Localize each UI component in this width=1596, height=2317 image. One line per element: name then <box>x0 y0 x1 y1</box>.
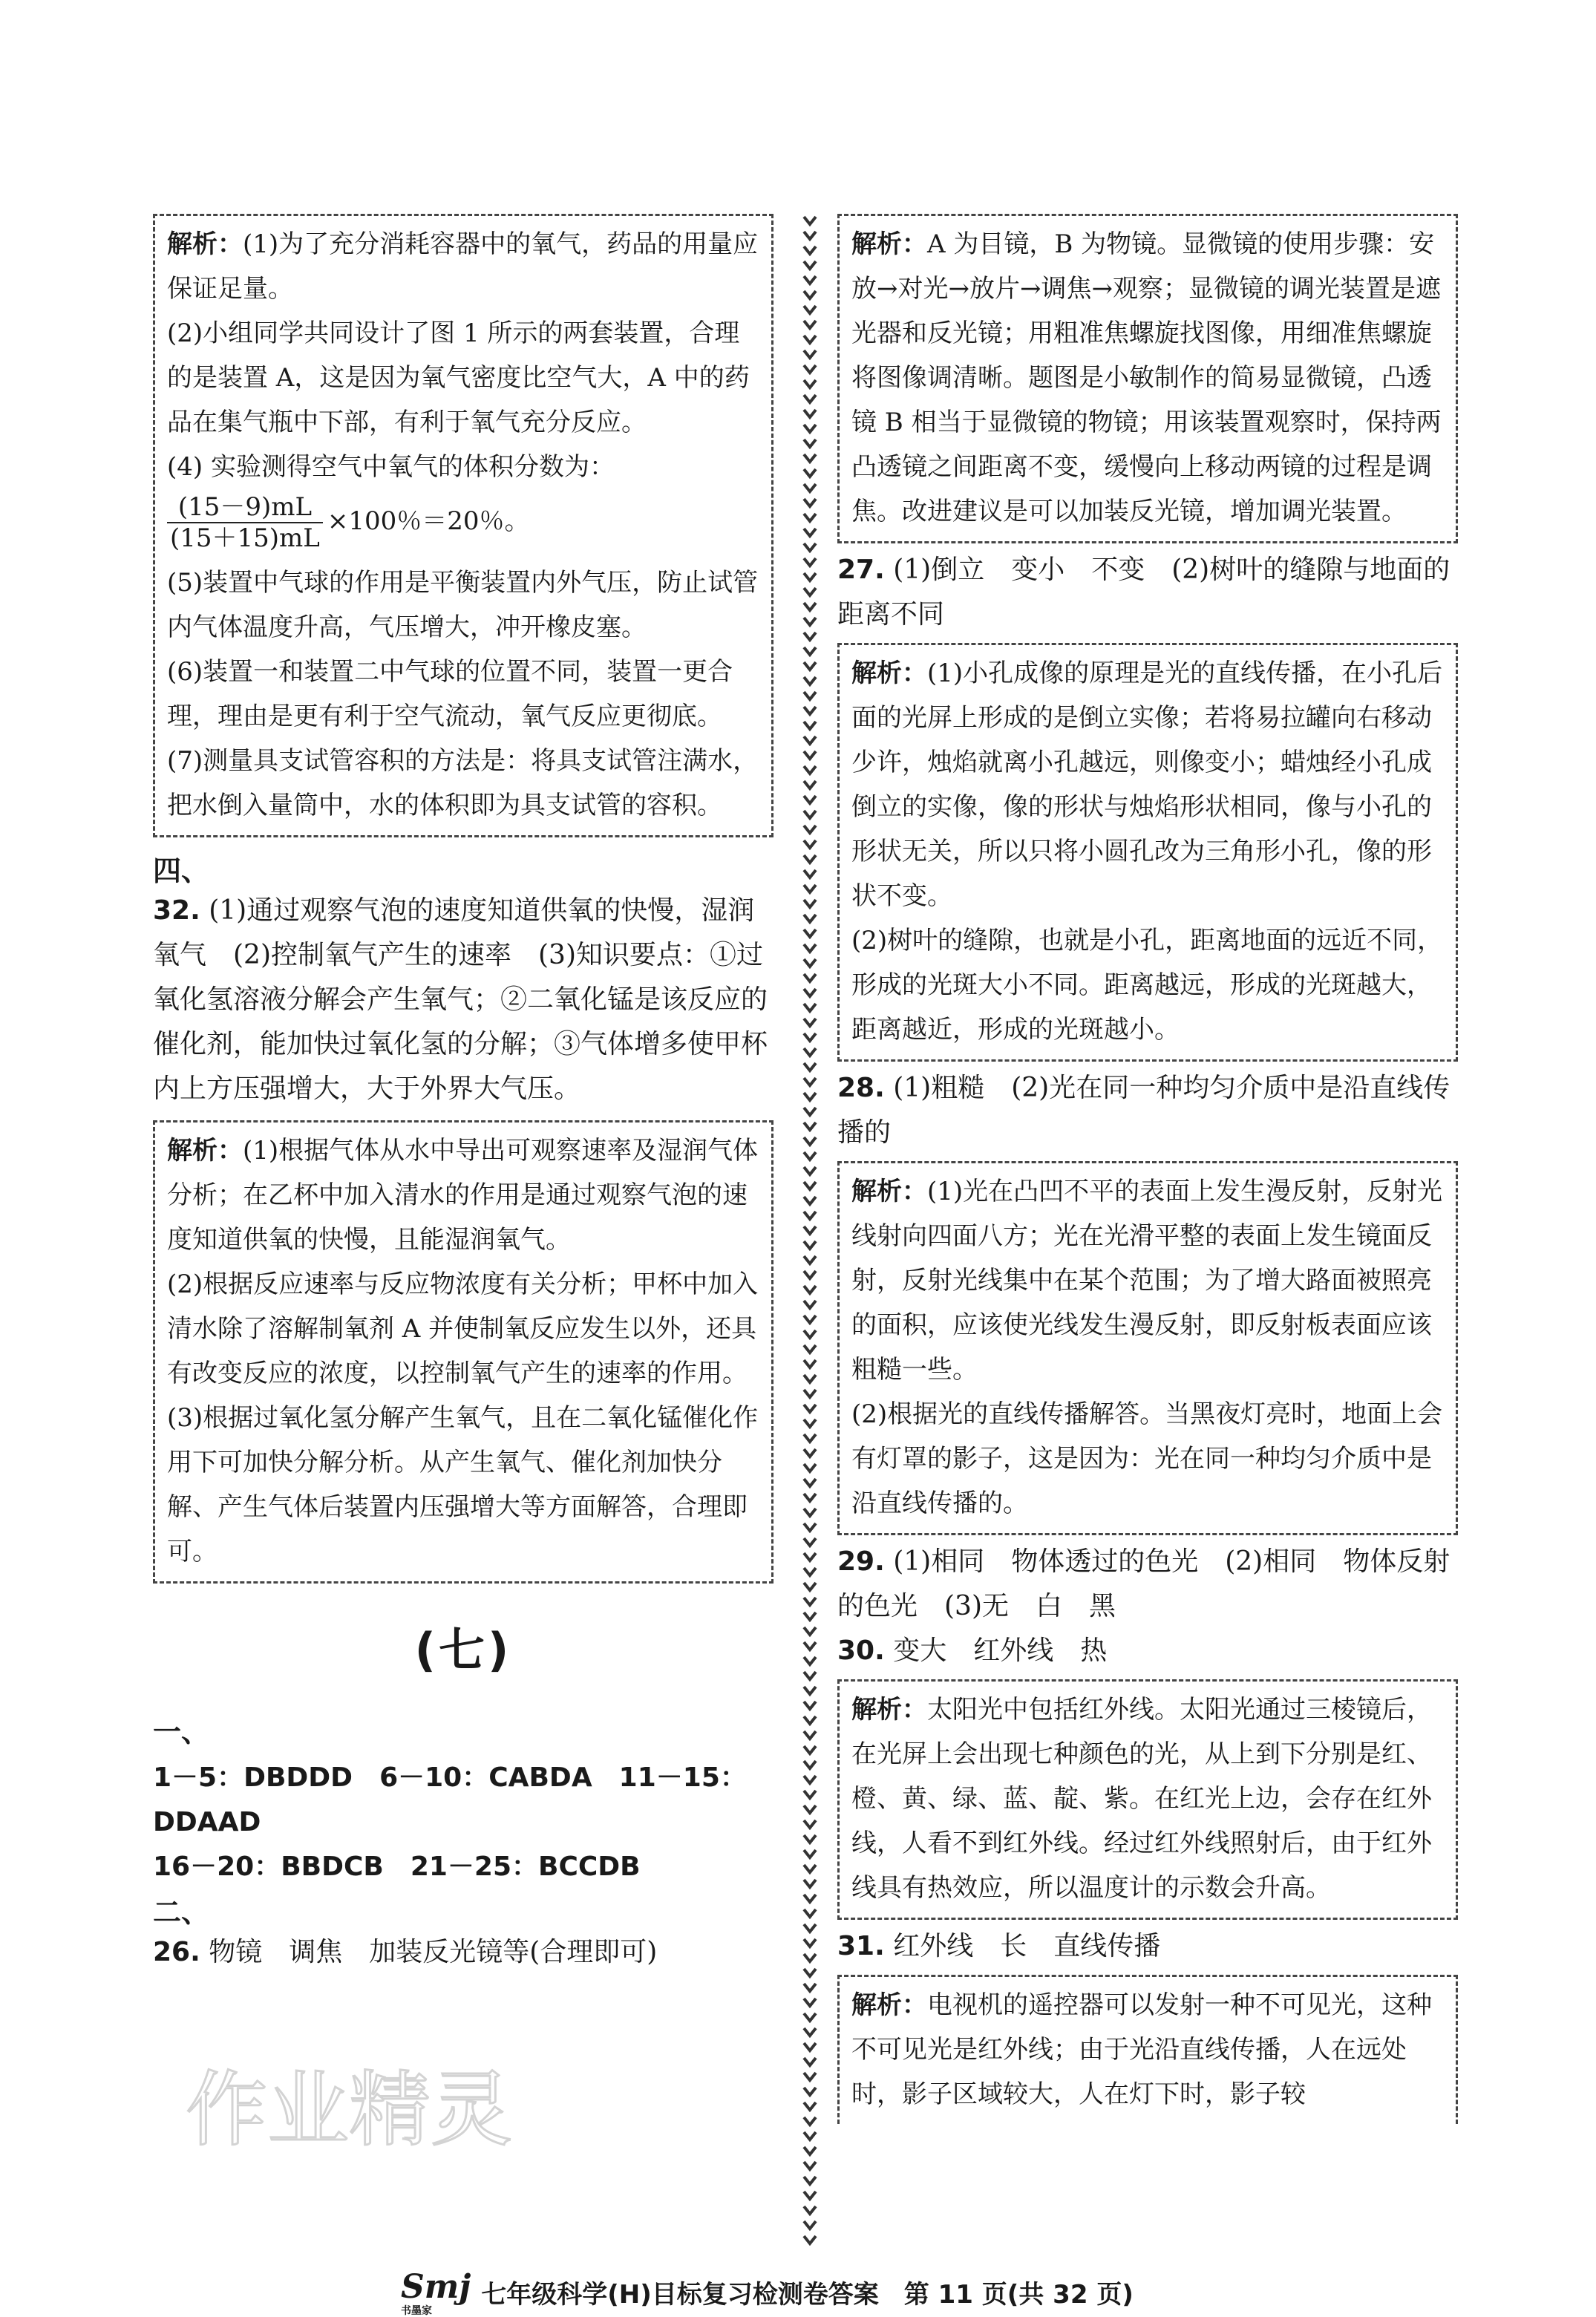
section-heading-2: 二、 <box>153 1895 210 1929</box>
fraction-tail: ×100％＝20％。 <box>327 506 530 536</box>
analysis-label: 解析 <box>851 659 902 688</box>
analysis-text: (7)测量具支试管容积的方法是：将具支试管注满水，把水倒入量筒中，水的体积即为具支试管的容积。 <box>167 746 759 820</box>
analysis-box-32: 解析：(1)根据气体从水中导出可观察速率及湿润气体分析；在乙杯中加入清水的作用是通过观察气泡的速度知道供氧的快慢，且能湿润氧气。 (2)根据反应速率与反应物浓度有关分析；甲杯中加入清水除了溶解制氧剂 A 并使制氧反应发生以外，还具有改变反应的浓度，以控制氧气产生的速率的作用。 (3)根据过氧化氢分解产生氧气，且在二氧化锰催化作用下可加快分解分析。从产生氧气、催化剂加快分解、产生气体后装置内压强增大等方面解答，合理即可。 <box>153 1120 774 1584</box>
question-number: 26. <box>153 1937 200 1967</box>
answer-text: (1)通过观察气泡的速度知道供氧的快慢，湿润氧气 (2)控制氧气产生的速率 (3)知识要点：①过氧化氢溶液分解会产生氧气；②二氧化锰是该反应的催化剂，能加快过氧化氢的分解；③气体增多使甲杯内上方压强增大，大于外界大气压。 <box>153 895 768 1104</box>
right-column <box>837 214 1458 2124</box>
left-column <box>153 214 774 1975</box>
answer-31 <box>837 1924 1458 1969</box>
analysis-text: (2)根据反应速率与反应物浓度有关分析；甲杯中加入清水除了溶解制氧剂 A 并使制氧反应发生以外，还具有改变反应的浓度，以控制氧气产生的速率的作用。 <box>167 1269 759 1388</box>
answer-text: 物镜 调焦 加装反光镜等(合理即可) <box>209 1937 658 1967</box>
section-heading-1: 一、 <box>153 1715 210 1748</box>
answer-text: 红外线 长 直线传播 <box>893 1931 1161 1961</box>
analysis-text: (2)根据光的直线传播解答。当黑夜灯亮时，地面上会有灯罩的影子，这是因为：光在同一种均匀介质中是沿直线传播的。 <box>851 1399 1443 1518</box>
analysis-text: (3)根据过氧化氢分解产生氧气，且在二氧化锰催化作用下可加快分解分析。从产生氧气、催化剂加快分解、产生气体后装置内压强增大等方面解答，合理即可。 <box>167 1403 759 1566</box>
analysis-text: (4) 实验测得空气中氧气的体积分数为： <box>167 452 615 482</box>
watermark <box>178 2056 564 2168</box>
analysis-text: 太阳光中包括红外线。太阳光通过三棱镜后，在光屏上会出现七种颜色的光，从上到下分别是红、橙、黄、绿、蓝、靛、紫。在红光上边，会存在红外线，人看不到红外线。经过红外线照射后，由于红外线具有热效应，所以温度计的示数会升高。 <box>851 1695 1432 1903</box>
analysis-box-27: 解析：(1)小孔成像的原理是光的直线传播，在小孔后面的光屏上形成的是倒立实像；若将易拉罐向右移动少许，烛焰就离小孔越远，则像变小；蜡烛经小孔成倒立的实像，像的形状与烛焰形状相同，像与小孔的形状无关，所以只将小圆孔改为三角形小孔，像的形状不变。 (2)树叶的缝隙，也就是小孔，距离地面的远近不同，形成的光斑大小不同。距离越远，形成的光斑越大，距离越近，形成的光斑越小。 <box>837 643 1458 1062</box>
mc-answers-1: 1－5：DBDDD 6－10：CABDA 11－15：DDAAD <box>153 1762 747 1837</box>
question-number: 31. <box>837 1931 885 1961</box>
analysis-text: 电视机的遥控器可以发射一种不可见光，这种不可见光是红外线；由于光沿直线传播，人在远处时，影子区域较大，人在灯下时，影子较 <box>851 1990 1432 2109</box>
question-number: 27. <box>837 555 885 585</box>
answer-27 <box>837 548 1458 637</box>
analysis-text: (5)装置中气球的作用是平衡装置内外气压，防止试管内气体温度升高，气压增大，冲开橡皮塞。 <box>167 568 759 642</box>
analysis-text: (6)装置一和装置二中气球的位置不同，装置一更合理，理由是更有利于空气流动，氧气反应更彻底。 <box>167 657 733 731</box>
chapter-title: (七) <box>414 1623 512 1677</box>
watermark-text: 作业精灵 <box>186 2062 512 2157</box>
analysis-label: 解析 <box>851 1695 902 1725</box>
publisher-logo: Smj 书墨家 <box>401 2268 471 2317</box>
column-divider <box>802 214 818 2248</box>
fraction-numerator: (15－9)mL <box>167 492 323 523</box>
analysis-box-30: 解析：太阳光中包括红外线。太阳光通过三棱镜后，在光屏上会出现七种颜色的光，从上到下分别是红、橙、黄、绿、蓝、靛、紫。在红光上边，会存在红外线，人看不到红外线。经过红外线照射后，由于红外线具有热效应，所以温度计的示数会升高。 <box>837 1679 1458 1920</box>
analysis-label: 解析 <box>851 1990 902 2020</box>
analysis-label: 解析 <box>851 229 902 259</box>
mc-answers-2: 16－20：BBDCB 21－25：BCCDB <box>153 1852 641 1882</box>
analysis-text: (1)为了充分消耗容器中的氧气，药品的用量应保证足量。 <box>167 229 759 304</box>
footer-text: 七年级科学(H)目标复习检测卷答案 第 11 页(共 32 页) <box>481 2280 1134 2310</box>
analysis-box-31 <box>153 214 774 837</box>
fraction-denominator: (15＋15)mL <box>170 523 320 553</box>
analysis-text: A 为目镜，B 为物镜。显微镜的使用步骤：安放→对光→放片→调焦→观察；显微镜的调光装置是遮光器和反光镜；用粗准焦螺旋找图像，用细准焦螺旋将图像调清晰。题图是小敏制作的简易显微镜，凸透镜 B 相当于显微镜的物镜；用该装置观察时，保持两凸透镜之间距离不变，缓慢向上移动两镜的过程是调焦。改进建议是可以加装反光镜，增加调光装置。 <box>851 229 1442 526</box>
analysis-text: (1)小孔成像的原理是光的直线传播，在小孔后面的光屏上形成的是倒立实像；若将易拉罐向右移动少许，烛焰就离小孔越远，则像变小；蜡烛经小孔成倒立的实像，像的形状与烛焰形状相同，像与小孔的形状无关，所以只将小圆孔改为三角形小孔，像的形状不变。 <box>851 659 1443 911</box>
answer-text: (1)倒立 变小 不变 (2)树叶的缝隙与地面的距离不同 <box>837 555 1451 630</box>
answer-text: (1)相同 物体透过的色光 (2)相同 物体反射的色光 (3)无 白 黑 <box>837 1546 1451 1621</box>
section-heading-4: 四、 <box>153 854 210 887</box>
analysis-label: 解析 <box>851 1177 902 1206</box>
fraction-line <box>167 492 759 553</box>
analysis-box-31-right: 解析：电视机的遥控器可以发射一种不可见光，这种不可见光是红外线；由于光沿直线传播，人在远处时，影子区域较大，人在灯下时，影子较 <box>837 1975 1458 2124</box>
fraction <box>167 492 323 553</box>
question-number: 32. <box>153 895 200 926</box>
answer-text: (1)粗糙 (2)光在同一种均匀介质中是沿直线传播的 <box>837 1073 1451 1148</box>
watermark-graphic <box>178 2056 564 2168</box>
answer-26 <box>153 1930 774 1975</box>
analysis-text: (1)根据气体从水中导出可观察速率及湿润气体分析；在乙杯中加入清水的作用是通过观察气泡的速度知道供氧的快慢，且能湿润氧气。 <box>167 1136 759 1255</box>
analysis-box-28: 解析：(1)光在凸凹不平的表面上发生漫反射，反射光线射向四面八方；光在光滑平整的表面上发生镜面反射，反射光线集中在某个范围；为了增大路面被照亮的面积，应该使光线发生漫反射，即反射板表面应该粗糙一些。 (2)根据光的直线传播解答。当黑夜灯亮时，地面上会有灯罩的影子，这是因为：光在同一种均匀介质中是沿直线传播的。 <box>837 1161 1458 1535</box>
answer-29 <box>837 1540 1458 1629</box>
question-number: 30. <box>837 1635 885 1666</box>
analysis-text: (2)树叶的缝隙，也就是小孔，距离地面的远近不同，形成的光斑大小不同。距离越远，形成的光斑越大，距离越近，形成的光斑越小。 <box>851 926 1443 1045</box>
answer-28 <box>837 1066 1458 1155</box>
answer-text: 变大 红外线 热 <box>893 1635 1108 1666</box>
publisher-logo-sub: 书墨家 <box>401 2305 432 2317</box>
question-number: 28. <box>837 1073 885 1103</box>
analysis-label: 解析 <box>167 229 218 259</box>
analysis-label: 解析 <box>167 1136 218 1166</box>
analysis-text: (1)光在凸凹不平的表面上发生漫反射，反射光线射向四面八方；光在光滑平整的表面上发生镜面反射，反射光线集中在某个范围；为了增大路面被照亮的面积，应该使光线发生漫反射，即反射板表面应该粗糙一些。 <box>851 1177 1443 1385</box>
answer-32 <box>153 889 774 1111</box>
page-footer <box>401 2268 1217 2316</box>
analysis-text: (2)小组同学共同设计了图 1 所示的两套装置，合理的是装置 A，这是因为氧气密度比空气大，A 中的药品在集气瓶中下部，有利于氧气充分反应。 <box>167 318 750 437</box>
analysis-box-31-line1: 解析：(1)为了充分消耗容器中的氧气，药品的用量应保证足量。 <box>167 229 759 304</box>
answer-30 <box>837 1629 1458 1673</box>
question-number: 29. <box>837 1546 885 1577</box>
analysis-box-26: 解析：A 为目镜，B 为物镜。显微镜的使用步骤：安放→对光→放片→调焦→观察；显微镜的调光装置是遮光器和反光镜；用粗准焦螺旋找图像，用细准焦螺旋将图像调清晰。题图是小敏制作的简易显微镜，凸透镜 B 相当于显微镜的物镜；用该装置观察时，保持两凸透镜之间距离不变，缓慢向上移动两镜的过程是调焦。改进建议是可以加装反光镜，增加调光装置。 <box>837 214 1458 543</box>
